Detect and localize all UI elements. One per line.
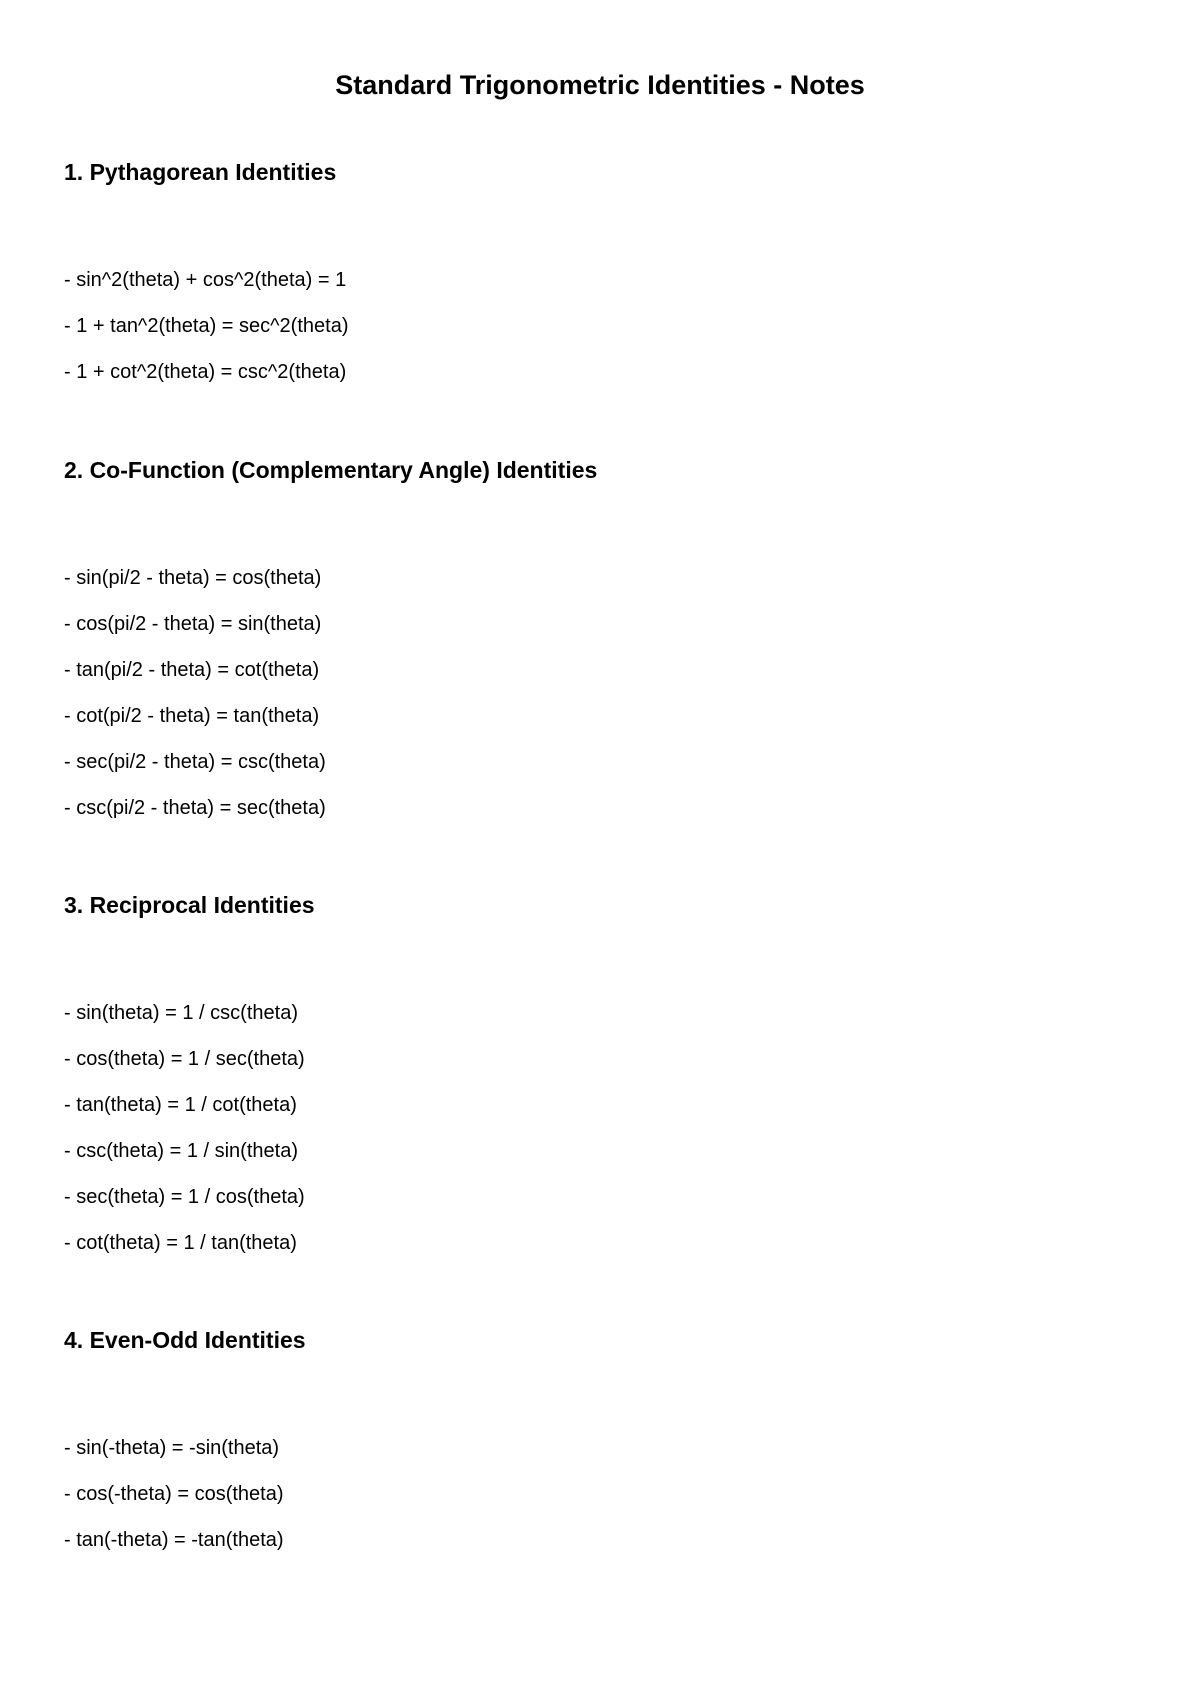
identity-item: - sin(theta) = 1 / csc(theta) bbox=[64, 1002, 298, 1024]
identity-item: - cos(-theta) = cos(theta) bbox=[64, 1483, 284, 1505]
identity-item: - 1 + cot^2(theta) = csc^2(theta) bbox=[64, 361, 347, 383]
section-heading-reciprocal: 3. Reciprocal Identities bbox=[64, 892, 315, 918]
page-title: Standard Trigonometric Identities - Notes bbox=[335, 70, 865, 100]
identity-item: - 1 + tan^2(theta) = sec^2(theta) bbox=[64, 315, 349, 337]
identity-item: - sin(pi/2 - theta) = cos(theta) bbox=[64, 567, 322, 589]
identity-item: - sin^2(theta) + cos^2(theta) = 1 bbox=[64, 269, 347, 291]
section-list-cofunction bbox=[64, 566, 326, 842]
identity-item: - cot(pi/2 - theta) = tan(theta) bbox=[64, 705, 320, 727]
identity-item: - tan(pi/2 - theta) = cot(theta) bbox=[64, 659, 320, 681]
identity-item: - csc(pi/2 - theta) = sec(theta) bbox=[64, 797, 326, 819]
identity-item: - sin(-theta) = -sin(theta) bbox=[64, 1437, 280, 1459]
identity-item: - tan(-theta) = -tan(theta) bbox=[64, 1529, 284, 1551]
identity-item: - csc(theta) = 1 / sin(theta) bbox=[64, 1140, 298, 1162]
identity-item: - cos(pi/2 - theta) = sin(theta) bbox=[64, 613, 322, 635]
section-heading-cofunction: 2. Co-Function (Complementary Angle) Identities bbox=[64, 457, 598, 483]
identity-item: - cos(theta) = 1 / sec(theta) bbox=[64, 1048, 305, 1070]
identity-item: - cot(theta) = 1 / tan(theta) bbox=[64, 1232, 297, 1254]
identity-item: - tan(theta) = 1 / cot(theta) bbox=[64, 1094, 297, 1116]
section-list-reciprocal bbox=[64, 1001, 305, 1277]
section-list-pythagorean bbox=[64, 268, 348, 406]
identity-item: - sec(pi/2 - theta) = csc(theta) bbox=[64, 751, 326, 773]
identity-item: - sec(theta) = 1 / cos(theta) bbox=[64, 1186, 305, 1208]
section-list-even-odd bbox=[64, 1436, 284, 1574]
section-heading-even-odd: 4. Even-Odd Identities bbox=[64, 1327, 306, 1353]
section-heading-pythagorean: 1. Pythagorean Identities bbox=[64, 159, 337, 185]
